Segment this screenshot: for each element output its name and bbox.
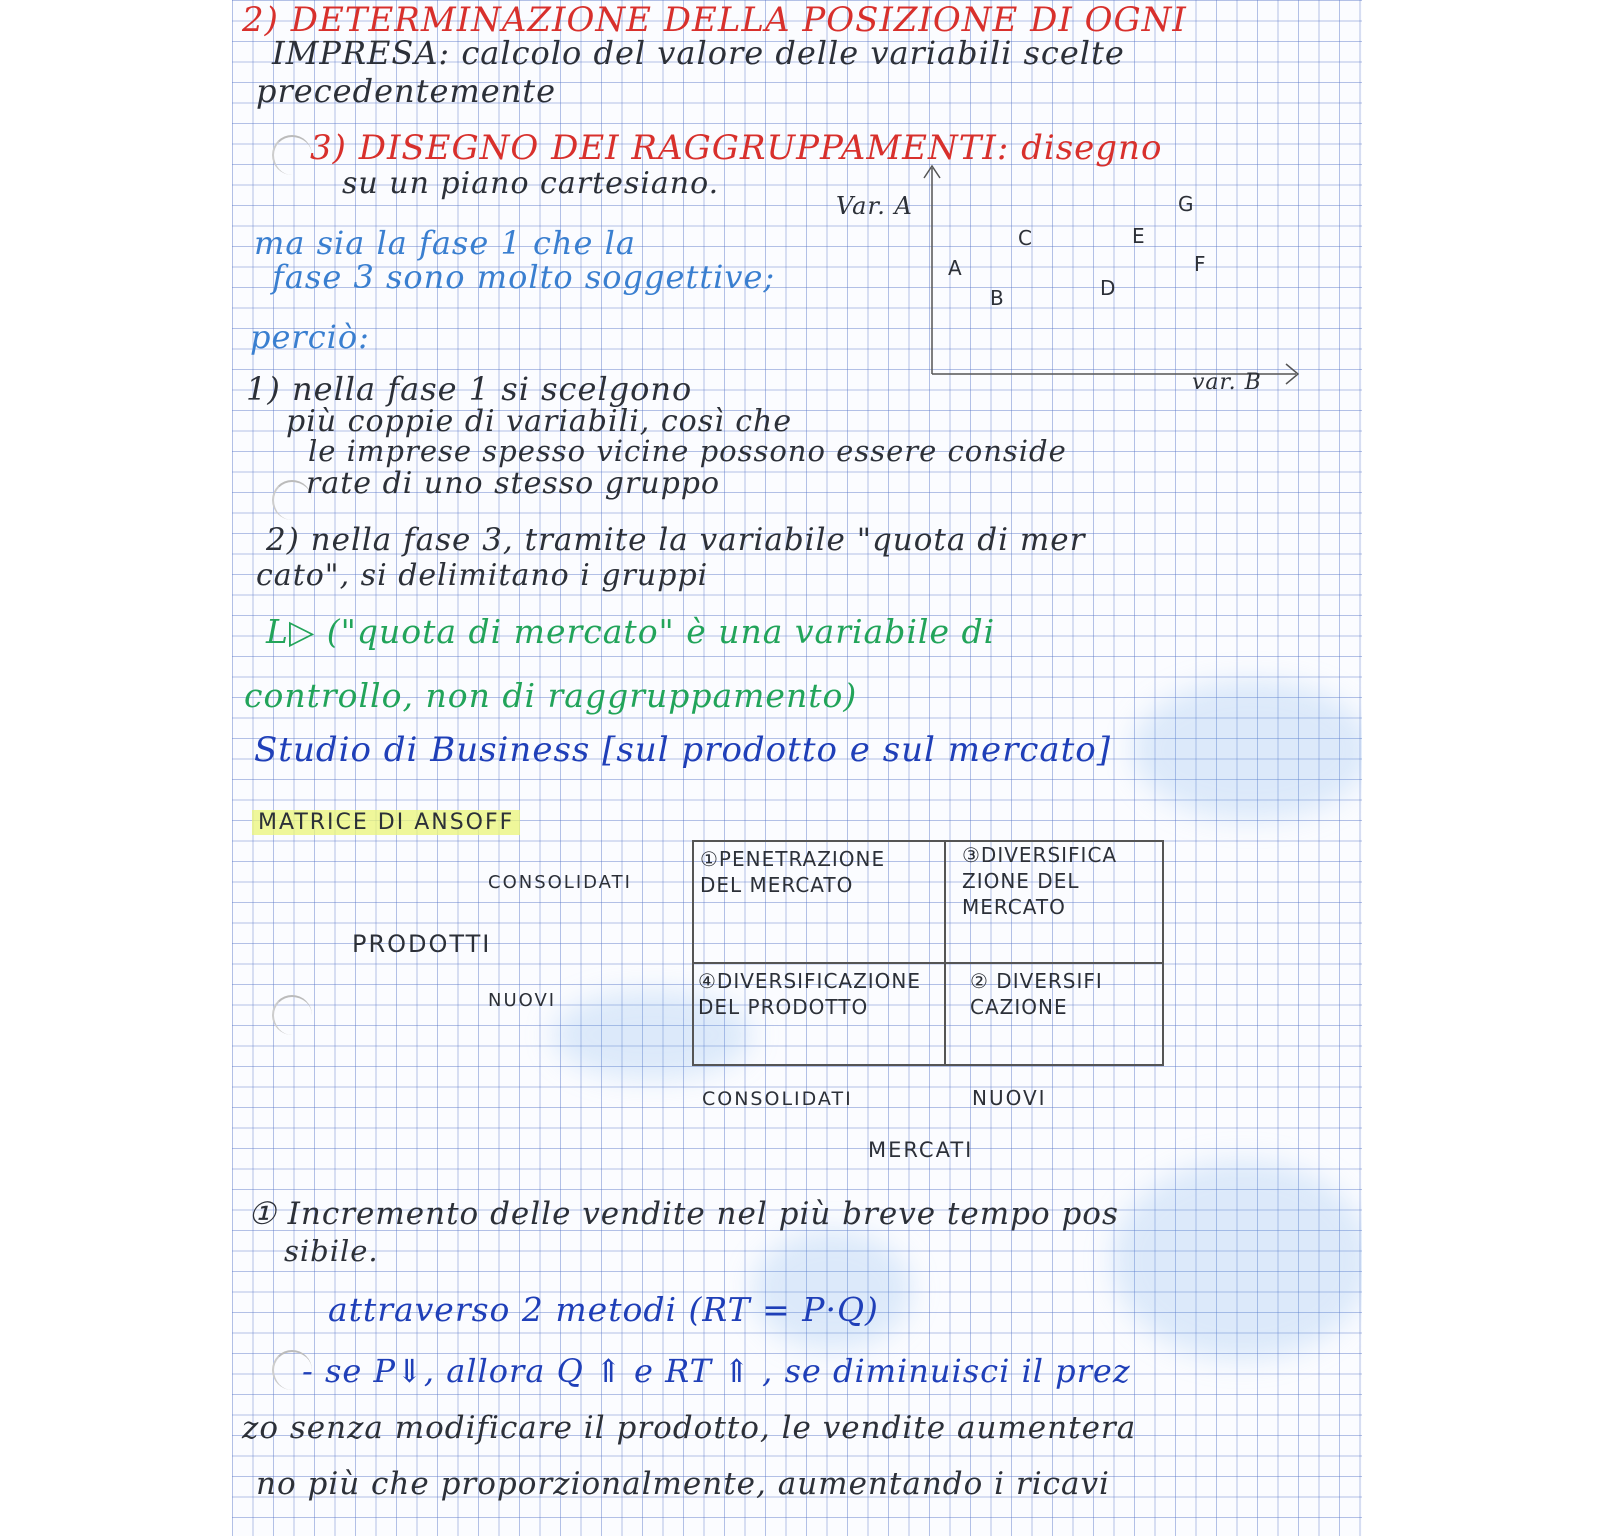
punch-hole (272, 135, 312, 175)
cell-market-development: ③DIVERSIFICA ZIONE DEL MERCATO (962, 843, 1118, 919)
point-label-e: E (1132, 224, 1145, 248)
point-label-g: G (1178, 192, 1194, 216)
ink-stain (1112, 1160, 1362, 1360)
text-line: perciò: (250, 318, 370, 356)
row-label-consolidati: CONSOLIDATI (488, 872, 632, 893)
cartesian-sketch (912, 160, 1332, 400)
text-line: rate di uno stesso gruppo (306, 466, 721, 501)
point-label-b: B (990, 286, 1004, 310)
text-line: ma sia la fase 1 che la (254, 224, 636, 262)
text-line: IMPRESA: calcolo del valore delle variabili scelte (272, 34, 1125, 72)
matrix-divider-horizontal (694, 962, 1162, 964)
text-line: 1) nella fase 1 si scelgono (246, 370, 693, 408)
text-line: controllo, non di raggruppamento) (244, 676, 858, 715)
point-label-a: A (948, 256, 962, 280)
text-line: su un piano cartesiano. (342, 166, 720, 201)
y-axis-label: Var. A (836, 192, 913, 220)
text-line: le imprese spesso vicine possono essere conside (308, 434, 1067, 468)
text-line: più coppie di variabili, così che (286, 404, 793, 439)
text-line: no più che proporzionalmente, aumentando i ricavi (256, 1466, 1110, 1502)
point-label-c: C (1018, 226, 1032, 250)
matrix-divider-vertical (944, 842, 946, 1064)
col-label-consolidati: CONSOLIDATI (702, 1088, 853, 1110)
text-line: attraverso 2 metodi (RT = P·Q) (328, 1290, 879, 1329)
notebook-page (232, 0, 1362, 1536)
cell-product-development: ④DIVERSIFICAZIONE DEL PRODOTTO (698, 969, 922, 1019)
ink-stain (1132, 680, 1362, 820)
text-line: zo senza modificare il prodotto, le vendite aumentera (242, 1410, 1137, 1446)
heading-step-2: 2) DETERMINAZIONE DELLA POSIZIONE DI OGNI (242, 0, 1187, 40)
row-label-nuovi: NUOVI (488, 990, 557, 1011)
point-label-f: F (1194, 252, 1206, 276)
text-line: L▷ ("quota di mercato" è una variabile di (266, 612, 996, 651)
cell-diversification: ② DIVERSIFI CAZIONE (970, 969, 1103, 1019)
text-line: precedentemente (256, 72, 557, 110)
matrix-title (252, 810, 520, 835)
row-title-prodotti: PRODOTTI (352, 930, 492, 958)
matrix-title-highlight: MATRICE DI ANSOFF (252, 810, 520, 835)
ansoff-matrix (692, 840, 1164, 1066)
text-line: cato", si delimitano i gruppi (256, 558, 709, 593)
col-label-nuovi: NUOVI (972, 1086, 1047, 1110)
point-label-d: D (1100, 276, 1116, 300)
text-line: sibile. (284, 1234, 379, 1268)
heading-step-3: 3) DISEGNO DEI RAGGRUPPAMENTI: disegno (310, 128, 1163, 168)
text-line: 2) nella fase 3, tramite la variabile "quota di mer (266, 522, 1086, 558)
text-line: ① Incremento delle vendite nel più breve tempo pos (248, 1196, 1119, 1232)
text-line: - se P⇓, allora Q ⇑ e RT ⇑ , se diminuisci il prez (302, 1352, 1131, 1390)
x-axis-label: var. B (1192, 370, 1262, 395)
punch-hole (272, 995, 312, 1035)
section-heading: Studio di Business [sul prodotto e sul mercato] (254, 730, 1112, 770)
text-line: fase 3 sono molto soggettive; (272, 258, 776, 296)
cell-market-penetration: ①PENETRAZIONE DEL MERCATO (700, 847, 886, 897)
col-title-mercati: MERCATI (868, 1138, 974, 1162)
